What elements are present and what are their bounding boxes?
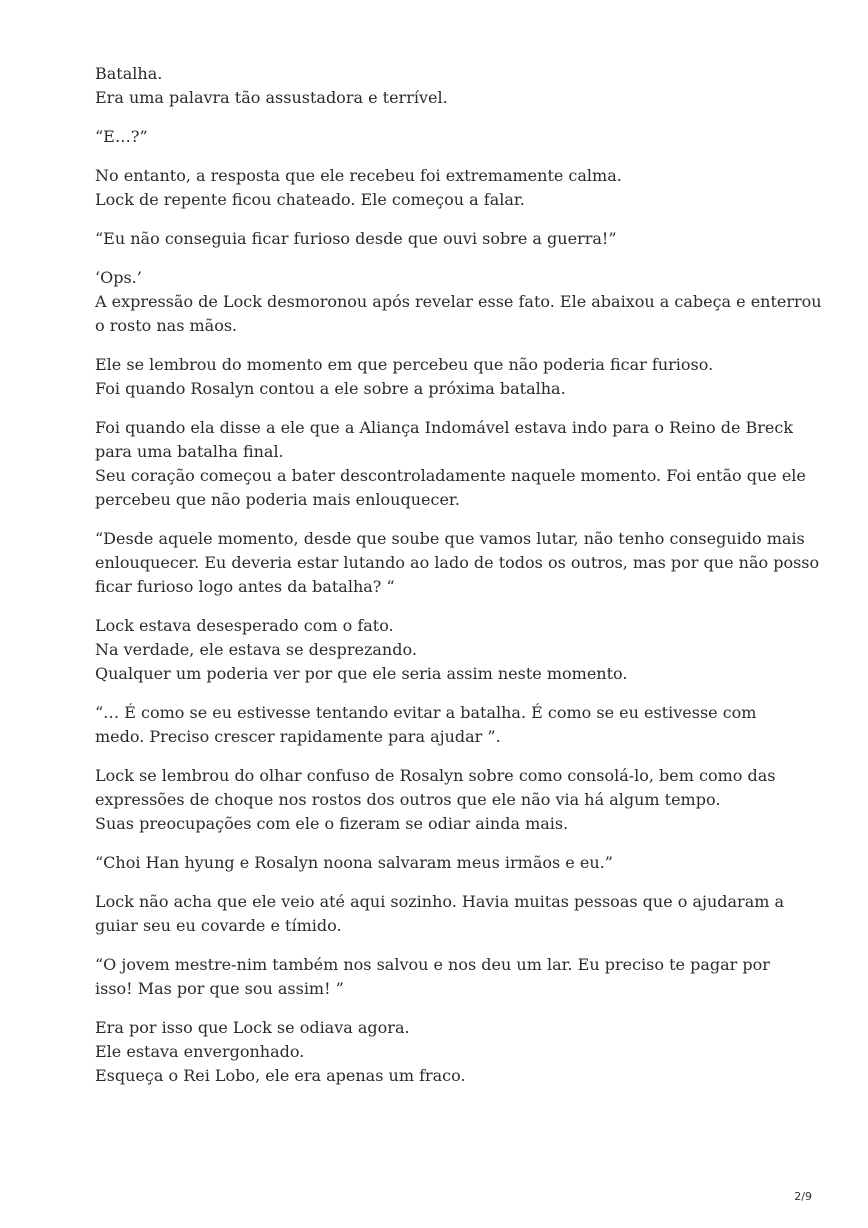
text-line: Era por isso que Lock se odiava agora. [95, 1018, 410, 1037]
paragraph [95, 266, 822, 338]
text-line: “Eu não conseguia ficar furioso desde que ouvi sobre a guerra!” [95, 229, 617, 248]
text-line: Ele estava envergonhado. [95, 1042, 305, 1061]
text-line: “Choi Han hyung e Rosalyn noona salvaram meus irmãos e eu.” [95, 853, 613, 872]
text-line: ‘Ops.’ [95, 268, 142, 287]
paragraph [95, 764, 795, 836]
text-line: o rosto nas mãos. [95, 316, 238, 335]
page-number: 2/9 [794, 1190, 812, 1203]
text-line: guiar seu eu covarde e tímido. [95, 916, 342, 935]
text-line: Foi quando Rosalyn contou a ele sobre a próxima batalha. [95, 379, 566, 398]
text-line: Qualquer um poderia ver por que ele seria assim neste momento. [95, 664, 628, 683]
text-line: percebeu que não poderia mais enlouquecer. [95, 490, 460, 509]
text-line: Seu coração começou a bater descontroladamente naquele momento. Foi então que ele [95, 466, 806, 485]
paragraph [95, 416, 806, 512]
text-line: Na verdade, ele estava se desprezando. [95, 640, 417, 659]
paragraph [95, 953, 795, 1001]
paragraph [95, 890, 795, 938]
paragraph [95, 353, 795, 401]
paragraph [95, 62, 795, 110]
text-line: No entanto, a resposta que ele recebeu foi extremamente calma. [95, 166, 622, 185]
text-line: “Desde aquele momento, desde que soube que vamos lutar, não tenho conseguido mais [95, 529, 805, 548]
paragraph [95, 125, 795, 149]
text-line: Foi quando ela disse a ele que a Aliança Indomável estava indo para o Reino de Breck [95, 418, 794, 437]
document-body [95, 62, 822, 1103]
text-line: A expressão de Lock desmoronou após revelar esse fato. Ele abaixou a cabeça e enterrou [95, 292, 822, 311]
paragraph [95, 851, 795, 875]
paragraph [95, 1016, 795, 1088]
text-line: Ele se lembrou do momento em que percebeu que não poderia ficar furioso. [95, 355, 714, 374]
text-line: Lock de repente ficou chateado. Ele começou a falar. [95, 190, 525, 209]
paragraph [95, 701, 795, 749]
paragraph [95, 614, 795, 686]
text-line: medo. Preciso crescer rapidamente para ajudar ”. [95, 727, 501, 746]
text-line: isso! Mas por que sou assim! ” [95, 979, 344, 998]
text-line: Lock estava desesperado com o fato. [95, 616, 394, 635]
paragraph [95, 527, 820, 599]
text-line: para uma batalha final. [95, 442, 284, 461]
text-line: “O jovem mestre-nim também nos salvou e nos deu um lar. Eu preciso te pagar por [95, 955, 770, 974]
text-line: enlouquecer. Eu deveria estar lutando ao lado de todos os outros, mas por que não posso [95, 553, 820, 572]
text-line: “… É como se eu estivesse tentando evitar a batalha. É como se eu estivesse com [95, 703, 757, 722]
text-line: Lock não acha que ele veio até aqui sozinho. Havia muitas pessoas que o ajudaram a [95, 892, 785, 911]
text-line: Era uma palavra tão assustadora e terrível. [95, 88, 448, 107]
text-line: Esqueça o Rei Lobo, ele era apenas um fraco. [95, 1066, 466, 1085]
paragraph [95, 227, 795, 251]
text-line: expressões de choque nos rostos dos outros que ele não via há algum tempo. [95, 790, 721, 809]
text-line: Batalha. [95, 64, 163, 83]
text-line: “E…?” [95, 127, 148, 146]
paragraph [95, 164, 795, 212]
text-line: Lock se lembrou do olhar confuso de Rosalyn sobre como consolá-lo, bem como das [95, 766, 776, 785]
text-line: ficar furioso logo antes da batalha? “ [95, 577, 395, 596]
text-line: Suas preocupações com ele o fizeram se odiar ainda mais. [95, 814, 569, 833]
